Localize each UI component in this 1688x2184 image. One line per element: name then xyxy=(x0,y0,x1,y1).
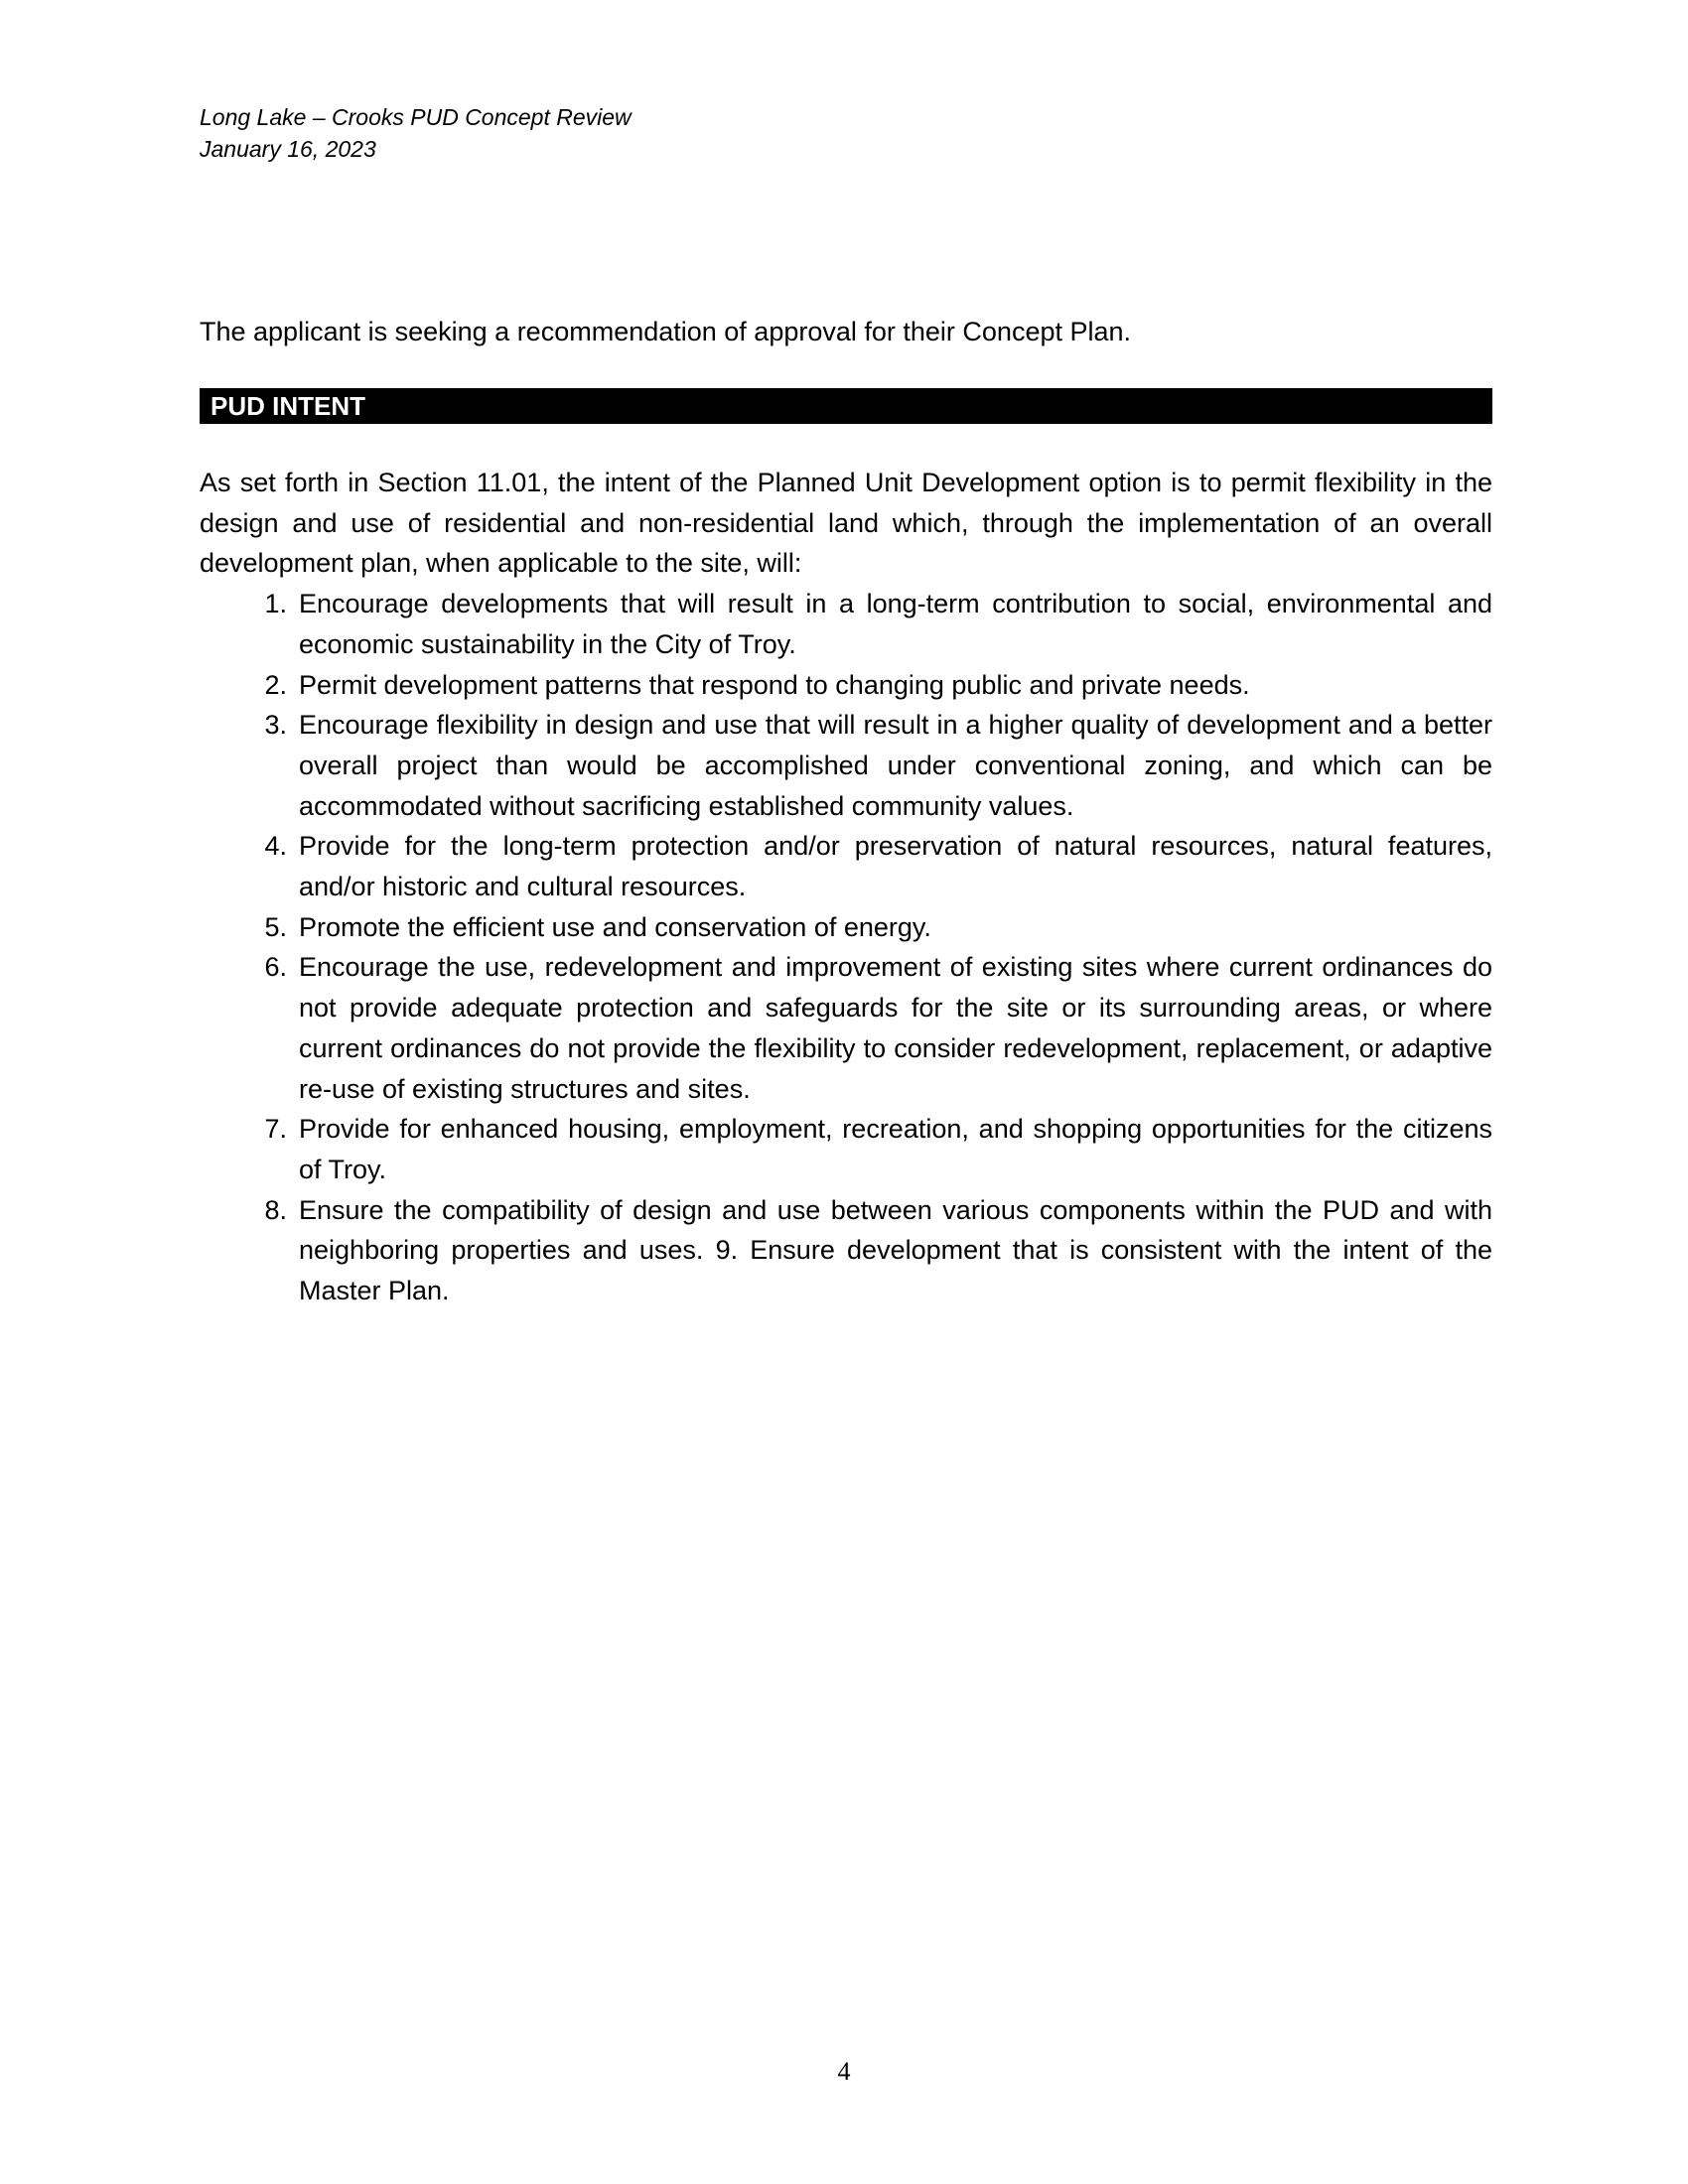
list-item xyxy=(200,705,1492,826)
list-item xyxy=(200,1109,1492,1189)
item-number: 4. xyxy=(264,831,287,862)
item-number: 6. xyxy=(264,952,287,983)
item-text: Promote the efficient use and conservation of energy. xyxy=(299,911,931,942)
intent-paragraph: As set forth in Section 11.01, the intent of the Planned Unit Development option is to permit flexibility in the design and use of residential and non-residential land which, through the implementation of an overall development plan, when applicable to the site, will: xyxy=(200,468,1492,579)
list-item xyxy=(200,907,1492,948)
item-text: Encourage developments that will result in a long-term contribution to social, environmental and economic sustainability in the City of Troy. xyxy=(299,589,1492,659)
intro-text: The applicant is seeking a recommendation of approval for their Concept Plan. xyxy=(200,317,1132,346)
header-title: Long Lake – Crooks PUD Concept Review xyxy=(200,104,632,130)
item-number: 1. xyxy=(264,589,287,619)
list-item xyxy=(200,584,1492,664)
item-number: 7. xyxy=(264,1114,287,1145)
item-number: 5. xyxy=(264,911,287,942)
section-heading: PUD INTENT xyxy=(200,388,1492,424)
item-number: 2. xyxy=(264,669,287,700)
item-text: Encourage the use, redevelopment and improvement of existing sites where current ordinances do not provide adequate protection and safeguards for the site or its surrounding areas, or where current ordinances do not provide the flexibility to consider redevelopment, replacement, or adaptive re-use of existing structures and sites. xyxy=(299,952,1492,1104)
list-item xyxy=(200,947,1492,1109)
list-item xyxy=(200,1190,1492,1311)
header-date: January 16, 2023 xyxy=(200,136,376,162)
list-item xyxy=(200,665,1492,706)
intent-list xyxy=(200,584,1492,1311)
item-text: Provide for the long-term protection and/or preservation of natural resources, natural features, and/or historic and cultural resources. xyxy=(299,831,1492,902)
list-item xyxy=(200,826,1492,906)
item-number: 3. xyxy=(264,710,287,741)
item-text: Provide for enhanced housing, employment, recreation, and shopping opportunities for the citizens of Troy. xyxy=(299,1114,1492,1184)
item-text: Permit development patterns that respond to changing public and private needs. xyxy=(299,669,1250,700)
item-text: Encourage flexibility in design and use that will result in a higher quality of development and a better overall project than would be accomplished under conventional zoning, and which can be accommodated without sacrificing established community values. xyxy=(299,710,1492,821)
section-body xyxy=(200,463,1492,1311)
item-number: 8. xyxy=(264,1194,287,1225)
running-header xyxy=(200,101,632,165)
page-number: 4 xyxy=(837,2057,851,2086)
item-text: Ensure the compatibility of design and use between various components within the PUD and with neighboring properties and uses. 9. Ensure development that is consistent with the intent of the Master Plan. xyxy=(299,1194,1492,1306)
